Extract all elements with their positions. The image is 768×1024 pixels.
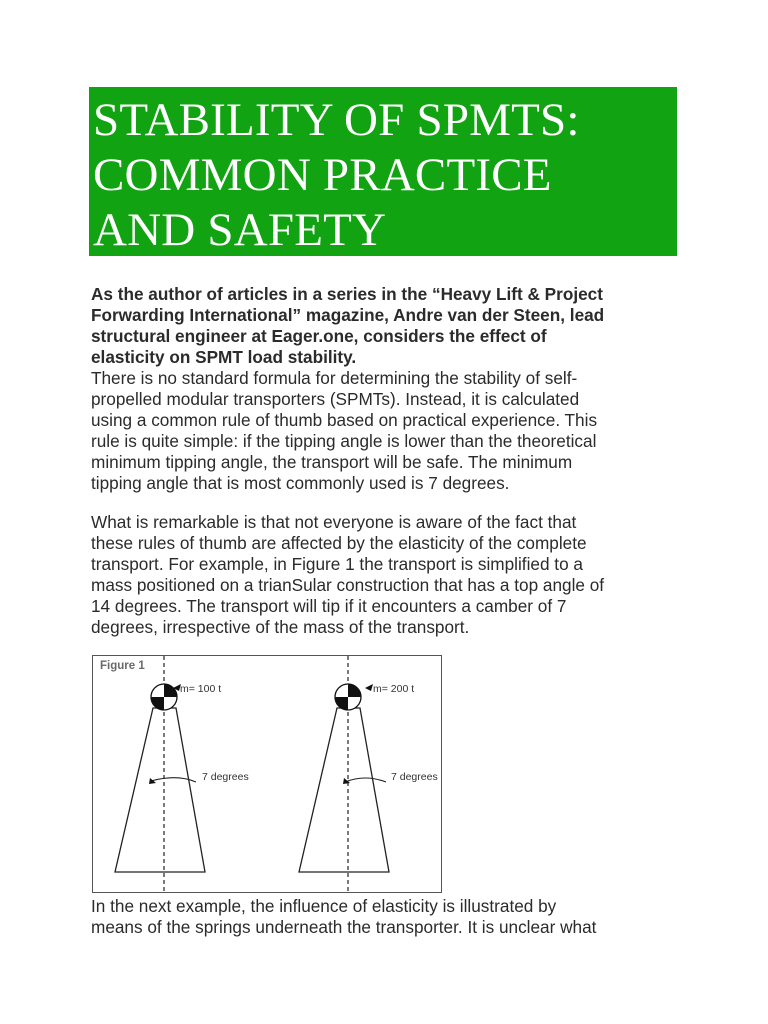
paragraph-line: In the next example, the influence of elasticity is illustrated by	[91, 896, 557, 916]
lead-line: structural engineer at Eager.one, considers the effect of	[91, 326, 547, 346]
right-mass-symbol	[335, 684, 361, 710]
paragraph-line: using a common rule of thumb based on practical experience. This	[91, 410, 598, 430]
body-paragraph-3	[91, 896, 691, 938]
figure-1	[92, 655, 442, 893]
right-angle-label: 7 degrees	[391, 771, 438, 783]
left-triangle-support	[115, 708, 205, 872]
left-mass-symbol	[151, 684, 177, 710]
paragraph-line: mass positioned on a trianSular construction that has a top angle of	[91, 575, 605, 595]
title-line-1: STABILITY OF SPMTS:	[93, 94, 580, 146]
paragraph-line: What is remarkable is that not everyone is aware of the fact that	[91, 512, 577, 532]
title-line-2: COMMON PRACTICE	[93, 149, 552, 201]
right-mass-arrow	[365, 684, 373, 691]
lead-line: Forwarding International” magazine, Andre van der Steen, lead	[91, 305, 605, 325]
lead-line: elasticity on SPMT load stability.	[91, 347, 357, 367]
paragraph-line: means of the springs underneath the transporter. It is unclear what	[91, 917, 597, 937]
body-paragraph-2	[91, 512, 691, 638]
paragraph-line: propelled modular transporters (SPMTs). Instead, it is calculated	[91, 389, 580, 409]
lead-paragraph	[91, 284, 691, 368]
body-paragraph-1	[91, 368, 691, 494]
paragraph-line: degrees, irrespective of the mass of the transport.	[91, 617, 470, 637]
right-angle-arc	[345, 778, 386, 782]
left-angle-arrow	[149, 778, 156, 784]
paragraph-line: rule is quite simple: if the tipping angle is lower than the theoretical	[91, 431, 597, 451]
paragraph-line: tipping angle that is most commonly used is 7 degrees.	[91, 473, 510, 493]
paragraph-line: 14 degrees. The transport will tip if it encounters a camber of 7	[91, 596, 567, 616]
paragraph-line: transport. For example, in Figure 1 the transport is simplified to a	[91, 554, 583, 574]
figure-label: Figure 1	[100, 660, 145, 672]
right-mass-label: m= 200 t	[373, 683, 415, 695]
paragraph-line: minimum tipping angle, the transport will be safe. The minimum	[91, 452, 573, 472]
lead-line: As the author of articles in a series in the “Heavy Lift & Project	[91, 284, 603, 304]
paragraph-line: There is no standard formula for determining the stability of self-	[91, 368, 578, 388]
left-mass-label: m= 100 t	[180, 683, 222, 695]
title-banner	[89, 87, 677, 256]
title-line-3: AND SAFETY	[93, 204, 387, 256]
left-angle-label: 7 degrees	[202, 771, 249, 783]
paragraph-line: these rules of thumb are affected by the elasticity of the complete	[91, 533, 587, 553]
right-triangle-support	[299, 708, 389, 872]
